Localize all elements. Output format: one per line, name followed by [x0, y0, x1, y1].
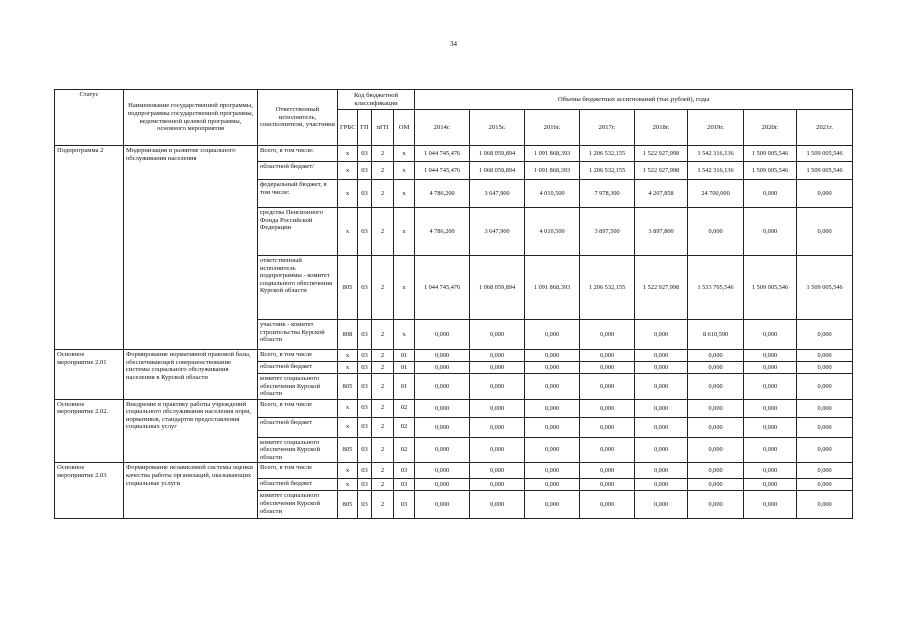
amount-cell: 0,000	[635, 491, 688, 519]
code-cell-grbs: x	[338, 180, 358, 208]
amount-cell: 1 068 059,894	[470, 162, 525, 180]
amount-cell: 0,000	[688, 362, 744, 374]
amount-cell: 0,000	[797, 479, 853, 491]
volumes-group-header: Объемы бюджетных ассигнований (тыс.рублей), годы	[415, 90, 853, 110]
year-header: 2020г.	[744, 110, 797, 146]
table-row	[55, 146, 853, 162]
amount-cell: 0,000	[580, 362, 635, 374]
amount-cell: 3 647,900	[470, 180, 525, 208]
code-cell-pgp: 2	[372, 350, 394, 362]
code-cell-om: 03	[394, 479, 415, 491]
amount-cell: 0,000	[470, 463, 525, 479]
code-cell-pgp: 2	[372, 320, 394, 350]
amount-cell: 1 091 868,393	[525, 256, 580, 320]
amount-cell: 0,000	[797, 437, 853, 463]
amount-cell: 0,000	[525, 491, 580, 519]
amount-cell: 1 509 005,546	[797, 256, 853, 320]
code-cell-gp: 03	[358, 479, 372, 491]
amount-cell: 0,000	[688, 399, 744, 417]
status-header: Статус	[55, 90, 124, 146]
code-cell-om: x	[394, 208, 415, 256]
amount-cell: 0,000	[525, 417, 580, 437]
amount-cell: 1 522 927,998	[635, 162, 688, 180]
amount-cell: 0,000	[797, 417, 853, 437]
code-cell-pgp: 2	[372, 362, 394, 374]
amount-cell: 3 897,500	[580, 208, 635, 256]
amount-cell: 0,000	[470, 374, 525, 400]
amount-cell: 0,000	[688, 437, 744, 463]
amount-cell: 0,000	[415, 491, 470, 519]
amount-cell: 0,000	[744, 350, 797, 362]
code-cell-pgp: 2	[372, 374, 394, 400]
responsible-cell: федеральный бюджет, в том числе:	[258, 180, 338, 208]
code-cell-pgp: 2	[372, 479, 394, 491]
amount-cell: 0,000	[744, 479, 797, 491]
amount-cell: 1 068 059,894	[470, 146, 525, 162]
amount-cell: 0,000	[744, 491, 797, 519]
amount-cell: 1 509 005,546	[744, 146, 797, 162]
code-cell-pgp: 2	[372, 180, 394, 208]
amount-cell: 0,000	[580, 463, 635, 479]
amount-cell: 0,000	[415, 399, 470, 417]
amount-cell: 1 542 316,136	[688, 146, 744, 162]
amount-cell: 0,000	[525, 479, 580, 491]
responsible-cell: Всего, в том числе	[258, 350, 338, 362]
amount-cell: 0,000	[688, 479, 744, 491]
code-group-header: Код бюджетной классификации	[338, 90, 415, 110]
code-cell-gp: 03	[358, 146, 372, 162]
amount-cell: 0,000	[580, 399, 635, 417]
amount-cell: 4 010,500	[525, 208, 580, 256]
code-cell-gp: 03	[358, 162, 372, 180]
amount-cell: 1 542 316,136	[688, 162, 744, 180]
responsible-cell: средства Пенсионного Фонда Российской Федерации	[258, 208, 338, 256]
responsible-cell: комитет социального обеспечения Курской области	[258, 374, 338, 400]
code-cell-pgp: 2	[372, 417, 394, 437]
amount-cell: 0,000	[797, 320, 853, 350]
code-cell-pgp: 2	[372, 146, 394, 162]
amount-cell: 1 091 868,393	[525, 146, 580, 162]
program-name-cell: Модернизация и развитие социального обслуживания населения	[124, 146, 258, 350]
amount-cell: 0,000	[744, 362, 797, 374]
code-cell-om: 03	[394, 491, 415, 519]
code-cell-om: 02	[394, 417, 415, 437]
code-cell-grbs: x	[338, 362, 358, 374]
code-cell-pgp: 2	[372, 256, 394, 320]
code-cell-om: 01	[394, 374, 415, 400]
amount-cell: 0,000	[580, 320, 635, 350]
amount-cell: 0,000	[525, 350, 580, 362]
year-header: 2018г.	[635, 110, 688, 146]
amount-cell: 0,000	[744, 463, 797, 479]
amount-cell: 0,000	[744, 417, 797, 437]
amount-cell: 0,000	[415, 362, 470, 374]
amount-cell: 1 044 745,476	[415, 162, 470, 180]
amount-cell: 0,000	[525, 437, 580, 463]
name-header: Наименование государственной программы, подпрограммы государственной программы, ведомственной целевой программы, основного мероприятия	[124, 90, 258, 146]
code-cell-grbs: 805	[338, 491, 358, 519]
amount-cell: 0,000	[580, 491, 635, 519]
amount-cell: 0,000	[744, 320, 797, 350]
responsible-header: Ответственный исполнитель, соисполнители, участники	[258, 90, 338, 146]
code-cell-om: x	[394, 162, 415, 180]
code-cell-gp: 03	[358, 437, 372, 463]
amount-cell: 0,000	[525, 320, 580, 350]
amount-cell: 1 044 745,476	[415, 256, 470, 320]
amount-cell: 0,000	[580, 437, 635, 463]
amount-cell: 0,000	[635, 463, 688, 479]
responsible-cell: областной бюджет	[258, 417, 338, 437]
amount-cell: 0,000	[688, 350, 744, 362]
table-row	[55, 350, 853, 362]
amount-cell: 1 068 059,894	[470, 256, 525, 320]
code-cell-grbs: x	[338, 350, 358, 362]
responsible-cell: комитет социального обеспечения Курской области	[258, 437, 338, 463]
code-cell-om: 03	[394, 463, 415, 479]
code-cell-om: 02	[394, 399, 415, 417]
responsible-cell: участник - комитет строительства Курской области	[258, 320, 338, 350]
amount-cell: 0,000	[525, 463, 580, 479]
amount-cell: 0,000	[797, 463, 853, 479]
code-cell-grbs: x	[338, 463, 358, 479]
responsible-cell: Всего, в том числе	[258, 399, 338, 417]
amount-cell: 0,000	[415, 320, 470, 350]
status-cell: Основное мероприятие 2.01	[55, 350, 124, 400]
code-cell-grbs: x	[338, 146, 358, 162]
responsible-cell: областной бюджет/	[258, 162, 338, 180]
table-row	[55, 399, 853, 417]
amount-cell: 1 091 868,393	[525, 162, 580, 180]
amount-cell: 0,000	[688, 374, 744, 400]
code-cell-grbs: 805	[338, 437, 358, 463]
code-header-om: ОМ	[394, 110, 415, 146]
amount-cell: 0,000	[635, 362, 688, 374]
year-header: 2017г.	[580, 110, 635, 146]
amount-cell: 7 978,300	[580, 180, 635, 208]
amount-cell: 0,000	[580, 417, 635, 437]
amount-cell: 1 206 532,155	[580, 256, 635, 320]
code-cell-pgp: 2	[372, 208, 394, 256]
status-cell: Основное мероприятие 2.02.	[55, 399, 124, 463]
responsible-cell: комитет социального обеспечения Курской области	[258, 491, 338, 519]
amount-cell: 0,000	[415, 463, 470, 479]
year-header: 2016г.	[525, 110, 580, 146]
code-cell-om: x	[394, 256, 415, 320]
responsible-cell: Всего, в том числе:	[258, 146, 338, 162]
code-cell-gp: 03	[358, 417, 372, 437]
page-number: 34	[450, 40, 457, 48]
code-cell-gp: 03	[358, 350, 372, 362]
code-cell-grbs: x	[338, 162, 358, 180]
code-cell-gp: 03	[358, 256, 372, 320]
code-cell-gp: 03	[358, 320, 372, 350]
status-cell: Подпрограмма 2	[55, 146, 124, 350]
code-cell-pgp: 2	[372, 437, 394, 463]
amount-cell: 0,000	[415, 374, 470, 400]
code-cell-pgp: 2	[372, 491, 394, 519]
amount-cell: 0,000	[744, 374, 797, 400]
amount-cell: 0,000	[688, 208, 744, 256]
amount-cell: 0,000	[797, 362, 853, 374]
code-cell-grbs: x	[338, 208, 358, 256]
code-cell-pgp: 2	[372, 463, 394, 479]
amount-cell: 0,000	[688, 491, 744, 519]
code-cell-grbs: 805	[338, 256, 358, 320]
amount-cell: 0,000	[470, 437, 525, 463]
amount-cell: 0,000	[688, 463, 744, 479]
amount-cell: 0,000	[688, 417, 744, 437]
amount-cell: 0,000	[415, 350, 470, 362]
amount-cell: 0,000	[635, 320, 688, 350]
amount-cell: 3 897,800	[635, 208, 688, 256]
amount-cell: 0,000	[744, 180, 797, 208]
year-header: 2014г.	[415, 110, 470, 146]
amount-cell: 1 206 532,155	[580, 162, 635, 180]
amount-cell: 0,000	[744, 399, 797, 417]
amount-cell: 0,000	[525, 399, 580, 417]
code-cell-grbs: 805	[338, 374, 358, 400]
amount-cell: 1 509 005,546	[744, 162, 797, 180]
amount-cell: 1 533 705,546	[688, 256, 744, 320]
code-cell-gp: 03	[358, 399, 372, 417]
amount-cell: 1 509 005,546	[797, 162, 853, 180]
code-cell-om: 02	[394, 437, 415, 463]
amount-cell: 0,000	[580, 479, 635, 491]
amount-cell: 4 786,200	[415, 208, 470, 256]
status-cell: Основное мероприятие 2.03	[55, 463, 124, 519]
code-cell-gp: 03	[358, 463, 372, 479]
amount-cell: 0,000	[797, 399, 853, 417]
responsible-cell: Всего, в том числе	[258, 463, 338, 479]
code-cell-om: x	[394, 320, 415, 350]
amount-cell: 4 207,858	[635, 180, 688, 208]
year-header: 2015г.	[470, 110, 525, 146]
program-name-cell: Формирование независимой системы оценки качества работы организаций, оказывающих социальные услуги	[124, 463, 258, 519]
amount-cell: 24 700,000	[688, 180, 744, 208]
responsible-cell: областной бюджет	[258, 362, 338, 374]
code-cell-pgp: 2	[372, 162, 394, 180]
code-cell-grbs: x	[338, 417, 358, 437]
code-cell-gp: 03	[358, 491, 372, 519]
amount-cell: 0,000	[797, 350, 853, 362]
amount-cell: 0,000	[635, 399, 688, 417]
amount-cell: 3 647,900	[470, 208, 525, 256]
code-cell-pgp: 2	[372, 399, 394, 417]
amount-cell: 0,000	[797, 208, 853, 256]
amount-cell: 0,000	[525, 362, 580, 374]
year-header: 2019г.	[688, 110, 744, 146]
amount-cell: 1 509 005,546	[744, 256, 797, 320]
amount-cell: 0,000	[580, 350, 635, 362]
amount-cell: 1 206 532,155	[580, 146, 635, 162]
year-header: 2021г.	[797, 110, 853, 146]
code-cell-gp: 03	[358, 180, 372, 208]
code-cell-gp: 03	[358, 374, 372, 400]
amount-cell: 1 044 745,476	[415, 146, 470, 162]
amount-cell: 0,000	[797, 374, 853, 400]
amount-cell: 0,000	[470, 491, 525, 519]
amount-cell: 0,000	[635, 374, 688, 400]
amount-cell: 0,000	[415, 479, 470, 491]
code-cell-grbs: x	[338, 479, 358, 491]
amount-cell: 0,000	[470, 417, 525, 437]
program-name-cell: Внедрение в практику работы учреждений социального обслуживания населения норм, нормативов, стандартов предоставления социальных услуг	[124, 399, 258, 463]
amount-cell: 1 522 927,998	[635, 146, 688, 162]
amount-cell: 0,000	[470, 350, 525, 362]
code-cell-grbs: x	[338, 399, 358, 417]
amount-cell: 0,000	[470, 399, 525, 417]
responsible-cell: областной бюджет	[258, 479, 338, 491]
amount-cell: 4 010,500	[525, 180, 580, 208]
amount-cell: 0,000	[635, 479, 688, 491]
amount-cell: 0,000	[525, 374, 580, 400]
amount-cell: 0,000	[470, 362, 525, 374]
code-header-grbs: ГРБС	[338, 110, 358, 146]
table-row	[55, 463, 853, 479]
amount-cell: 0,000	[744, 208, 797, 256]
code-cell-gp: 03	[358, 362, 372, 374]
responsible-cell: ответственный исполнитель подпрограммы - комитет социального обеспечения Курской области	[258, 256, 338, 320]
amount-cell: 0,000	[470, 479, 525, 491]
budget-table	[54, 89, 853, 519]
amount-cell: 0,000	[635, 350, 688, 362]
amount-cell: 0,000	[470, 320, 525, 350]
code-cell-gp: 03	[358, 208, 372, 256]
code-header-gp: ГП	[358, 110, 372, 146]
amount-cell: 0,000	[580, 374, 635, 400]
program-name-cell: Формирование нормативной правовой базы, обеспечивающей совершенствование системы социального обслуживания населения в Курской области	[124, 350, 258, 400]
amount-cell: 1 522 927,998	[635, 256, 688, 320]
code-cell-grbs: 808	[338, 320, 358, 350]
amount-cell: 0,000	[744, 437, 797, 463]
code-cell-om: x	[394, 146, 415, 162]
amount-cell: 4 786,200	[415, 180, 470, 208]
code-header-pgp: пГП	[372, 110, 394, 146]
amount-cell: 1 509 005,546	[797, 146, 853, 162]
code-cell-om: 01	[394, 350, 415, 362]
amount-cell: 0,000	[797, 491, 853, 519]
amount-cell: 0,000	[635, 437, 688, 463]
amount-cell: 0,000	[797, 180, 853, 208]
code-cell-om: 01	[394, 362, 415, 374]
amount-cell: 8 610,590	[688, 320, 744, 350]
amount-cell: 0,000	[415, 437, 470, 463]
amount-cell: 0,000	[415, 417, 470, 437]
amount-cell: 0,000	[635, 417, 688, 437]
code-cell-om: x	[394, 180, 415, 208]
